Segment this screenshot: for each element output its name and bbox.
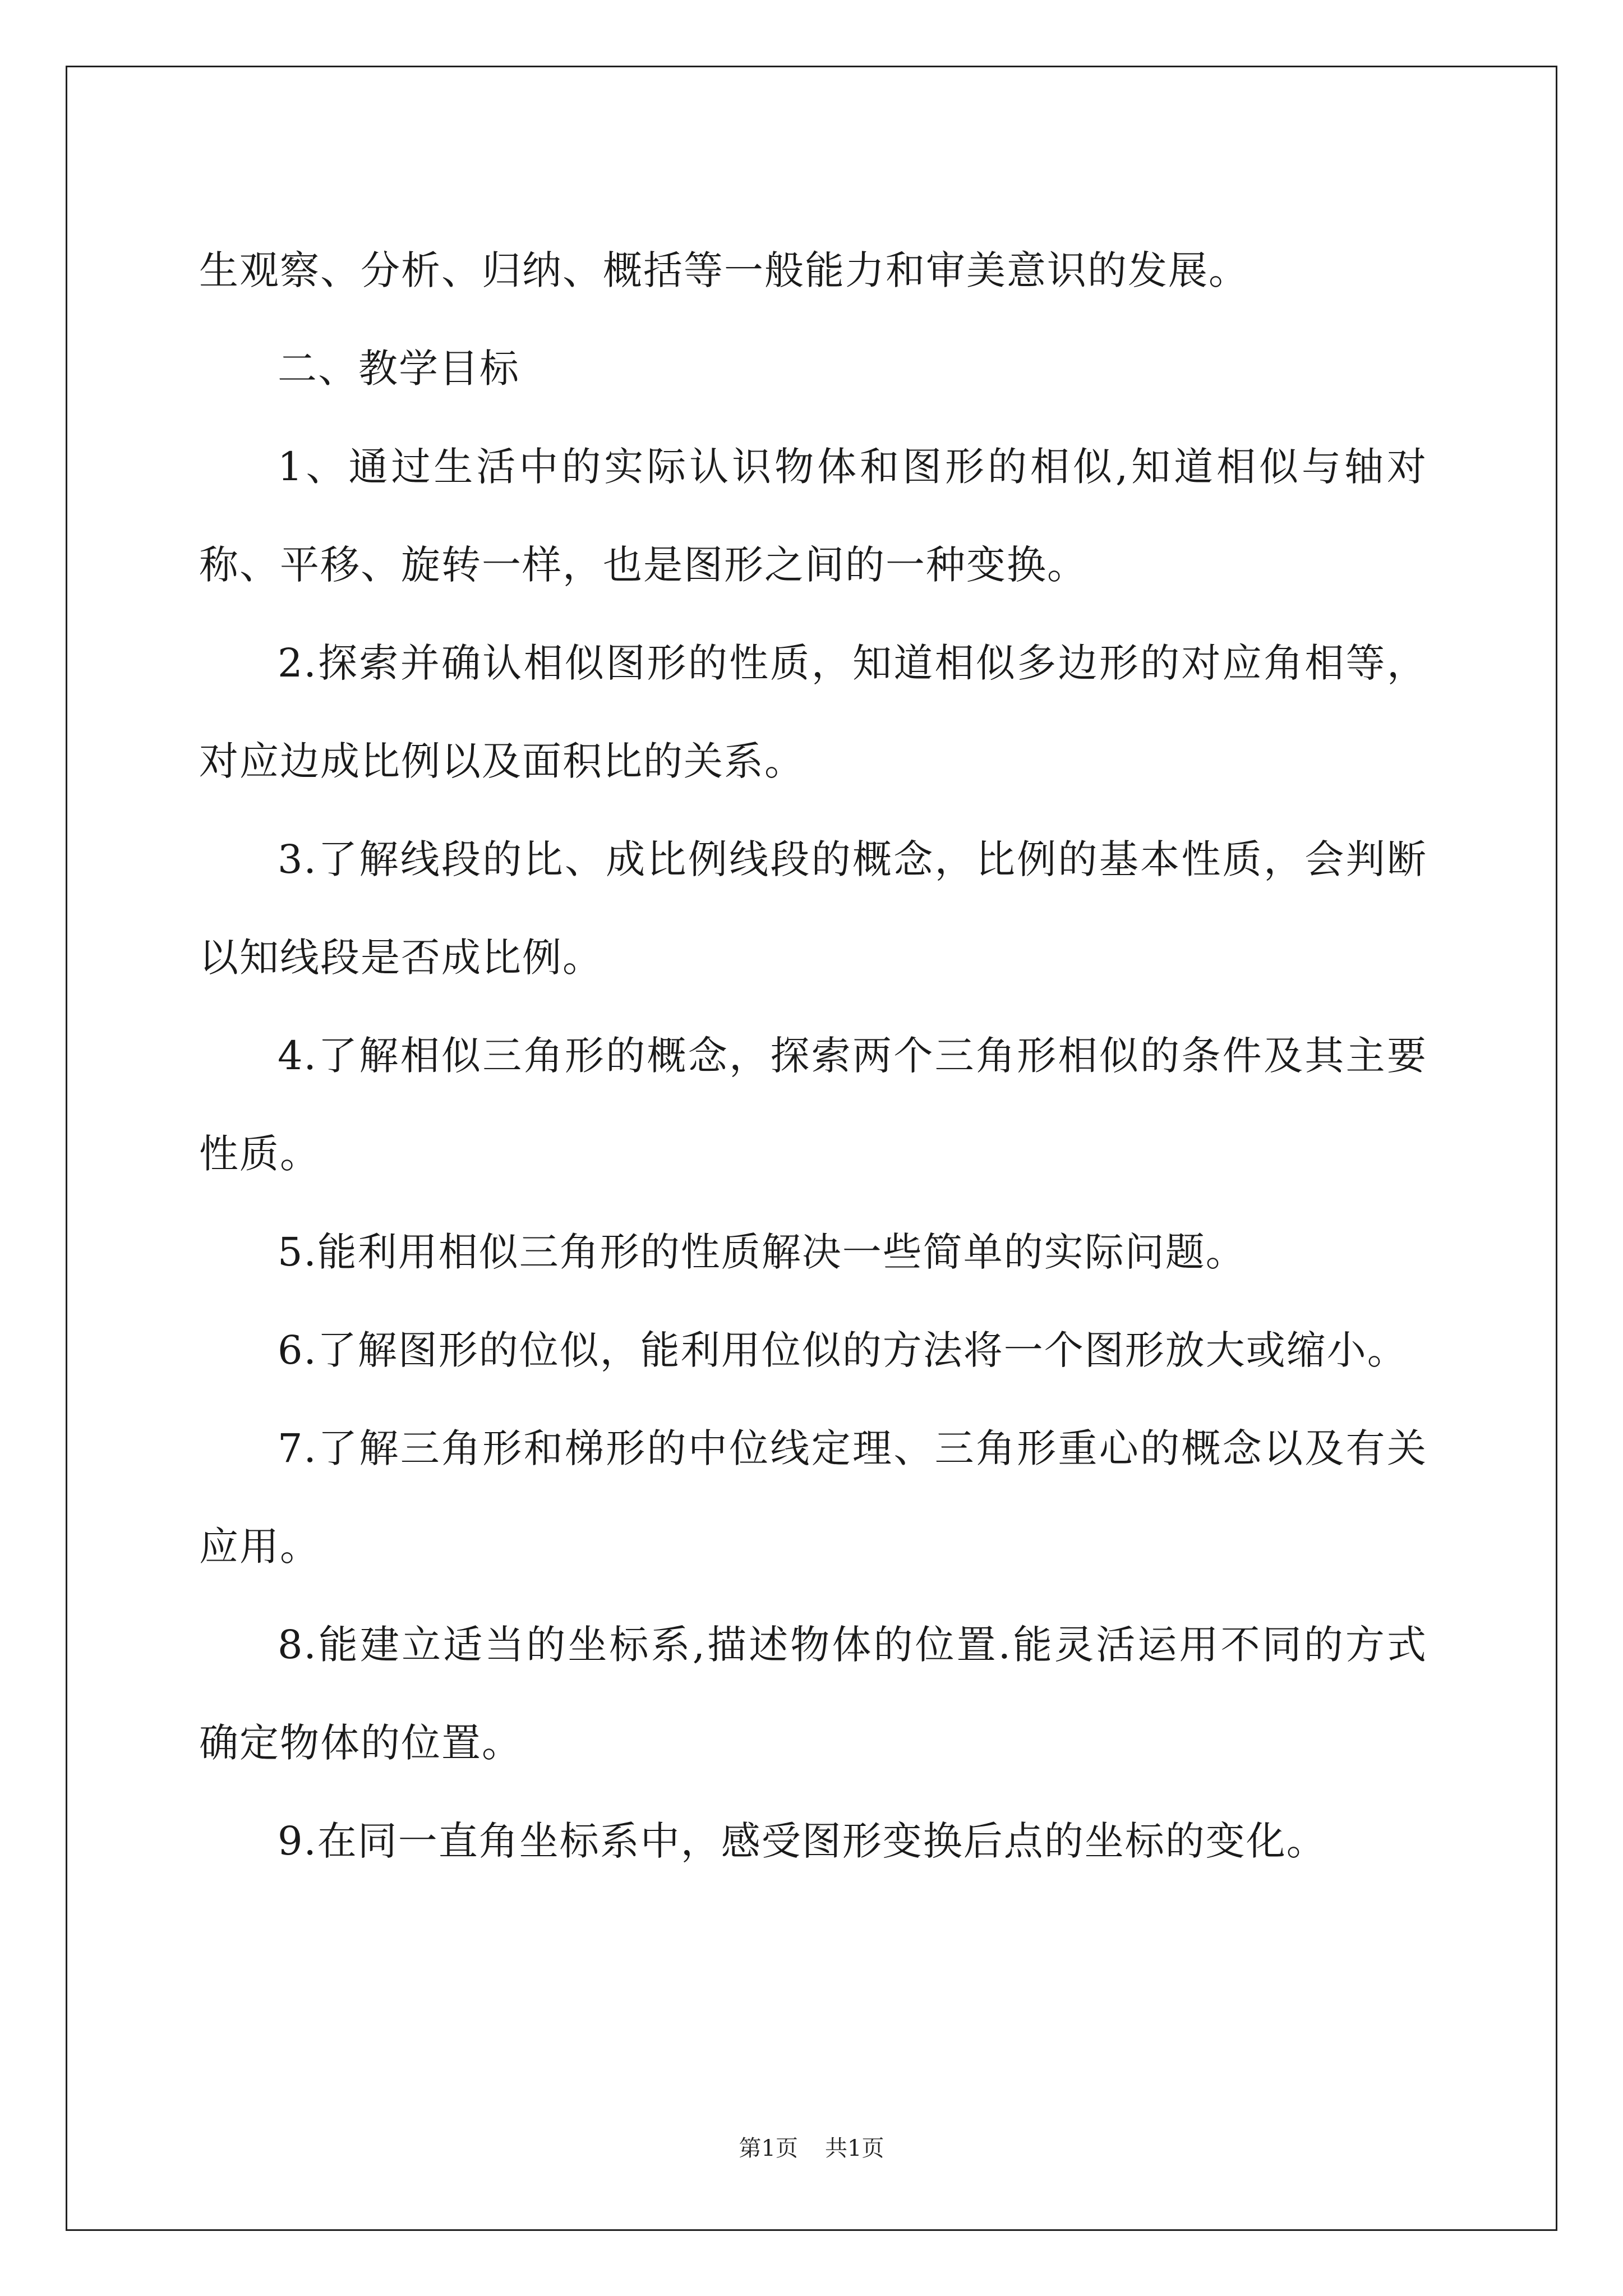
goal-item-3: 3.了解线段的比、成比例线段的概念，比例的基本性质，会判断以知线段是否成比例。 [199,836,1427,981]
goal-item-2: 2.探索并确认相似图形的性质，知道相似多边形的对应角相等，对应边成比例以及面积比的关系。 [199,640,1427,784]
goal-item-1: 1、通过生活中的实际认识物体和图形的相似,知道相似与轴对称、平移、旋转一样，也是图形之间的一种变换。 [199,444,1427,588]
document-body [199,222,1427,1890]
goal-item-5: 5.能利用相似三角形的性质解决一些简单的实际问题。 [278,1229,1246,1275]
section-heading: 二、教学目标 [278,346,520,392]
page-number-current: 第1页 [739,2136,798,2161]
goal-item-9: 9.在同一直角坐标系中，感受图形变换后点的坐标的变化。 [278,1818,1327,1864]
goal-item-6: 6.了解图形的位似，能利用位似的方法将一个图形放大或缩小。 [278,1327,1408,1373]
goal-item-8: 8.能建立适当的坐标系,描述物体的位置.能灵活运用不同的方式确定物体的位置。 [199,1622,1427,1766]
paragraph-continuation: 生观察、分析、归纳、概括等一般能力和审美意识的发展。 [199,247,1249,293]
page-number-total: 共1页 [825,2136,884,2161]
goal-item-4: 4.了解相似三角形的概念，探索两个三角形相似的条件及其主要性质。 [199,1033,1427,1177]
page-footer [0,2132,1623,2165]
goal-item-7: 7.了解三角形和梯形的中位线定理、三角形重心的概念以及有关应用。 [199,1425,1427,1570]
